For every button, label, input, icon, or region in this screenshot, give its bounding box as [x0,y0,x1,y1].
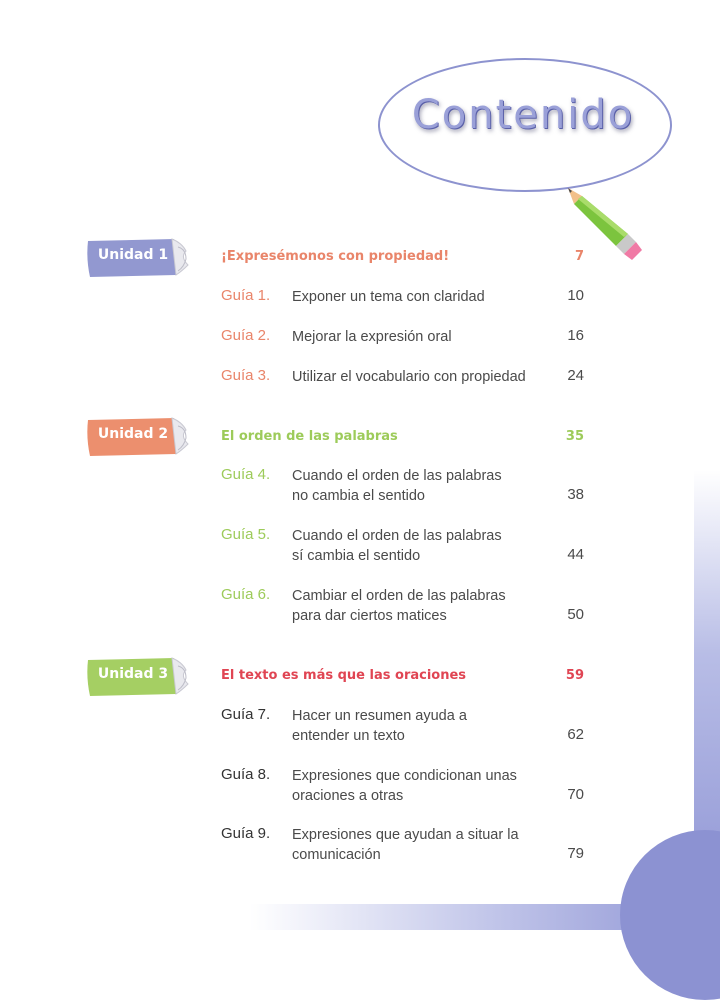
guide-label: Guía 4. [221,466,271,483]
guide-title: Mejorar la expresión oral [292,329,452,345]
guide-page: 38 [567,486,584,503]
guide-page: 50 [567,606,584,623]
guide-page: 16 [567,327,584,344]
guide-title: Utilizar el vocabulario con propiedad [292,369,526,385]
unit-label: Unidad 3 [97,666,169,682]
guide-title: Exponer un tema con claridad [292,289,485,305]
unit-page-2: 35 [565,429,584,444]
unit-tab-1 [86,237,208,277]
unit-heading-3: El texto es más que las oraciones [221,668,467,683]
page-title: Contenido [411,92,635,138]
guide-label: Guía 3. [221,367,271,384]
guide-title: Cuando el orden de las palabras sí cambia el sentido [292,528,502,564]
unit-heading-2: El orden de las palabras [221,429,398,444]
guide-page: 10 [567,287,584,304]
guide-page: 70 [567,786,584,803]
unit-heading-1: ¡Expresémonos con propiedad! [221,249,450,264]
unit-tab-3 [86,656,208,696]
unit-page-3: 59 [565,668,584,683]
unit-tab-2 [86,416,208,456]
guide-title: Expresiones que ayudan a situar la comunicación [292,827,519,863]
guide-title: Expresiones que condicionan unas oraciones a otras [292,768,517,804]
guide-page: 24 [567,367,584,384]
unit-label: Unidad 2 [97,426,169,442]
guide-title: Cuando el orden de las palabras no cambia el sentido [292,468,502,504]
unit-label: Unidad 1 [97,247,169,263]
unit-page-1: 7 [574,249,584,264]
guide-label: Guía 8. [221,766,271,783]
guide-label: Guía 5. [221,526,271,543]
decorative-corner-circle [620,830,720,1000]
guide-label: Guía 7. [221,706,271,723]
guide-label: Guía 9. [221,825,271,842]
guide-label: Guía 1. [221,287,271,304]
guide-label: Guía 6. [221,586,271,603]
guide-page: 62 [567,726,584,743]
guide-page: 79 [567,845,584,862]
guide-page: 44 [567,546,584,563]
guide-title: Hacer un resumen ayuda a entender un texto [292,708,467,744]
guide-title: Cambiar el orden de las palabras para dar ciertos matices [292,588,506,624]
guide-label: Guía 2. [221,327,271,344]
